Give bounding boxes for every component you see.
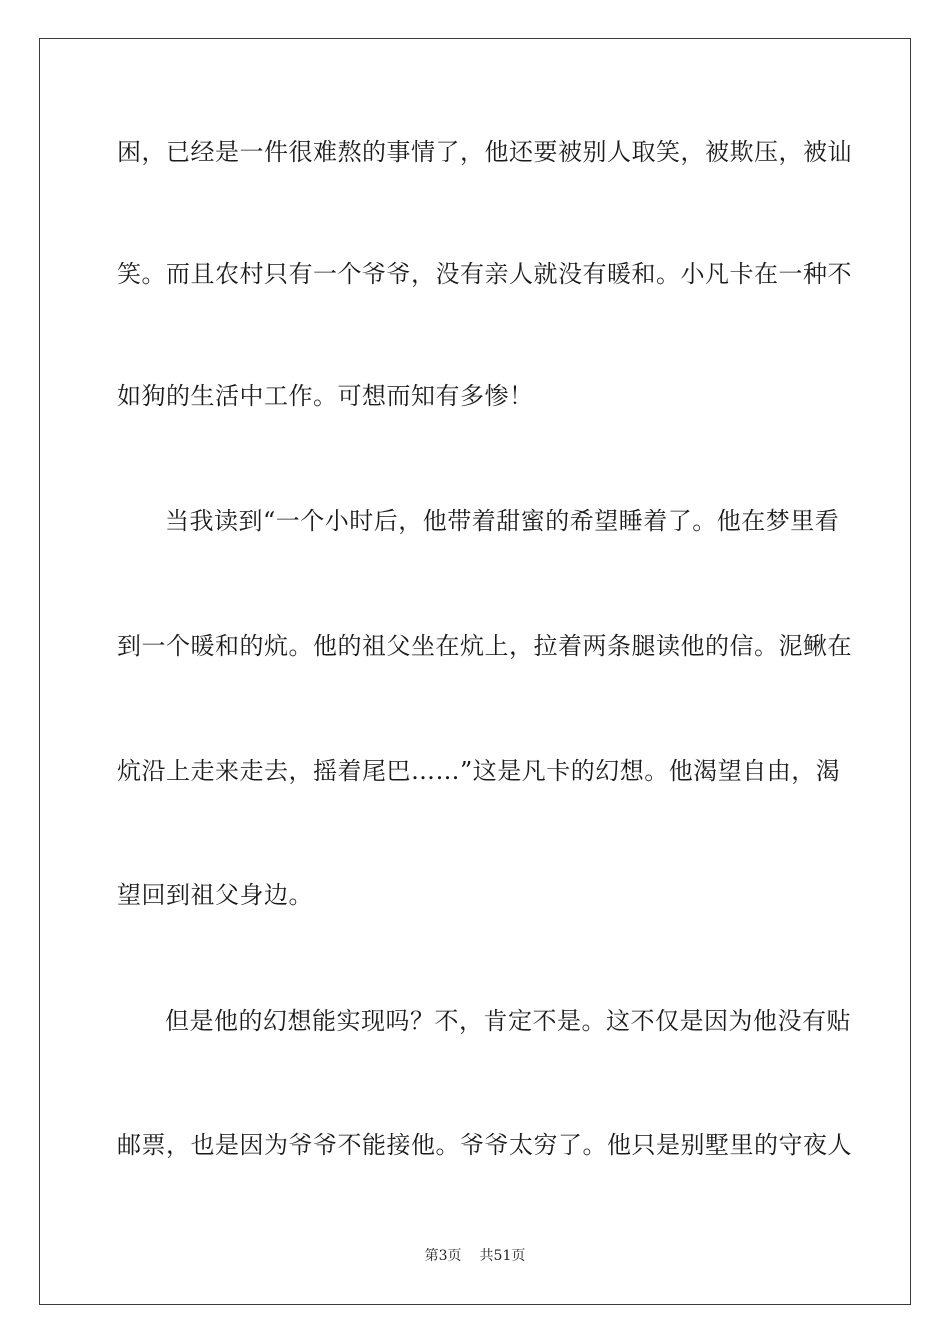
page-border	[39, 38, 911, 1305]
paragraph-line: 望回到祖父身边。	[117, 881, 313, 909]
page-number: 第3页	[424, 1248, 462, 1264]
total-pages: 共51页	[479, 1248, 526, 1264]
paragraph-line: 困，已经是一件很难熬的事情了，他还要被别人取笑，被欺压，被讪	[117, 138, 852, 166]
paragraph-line: 笑。而且农村只有一个爷爷，没有亲人就没有暖和。小凡卡在一种不	[117, 260, 852, 288]
paragraph-line: 到一个暖和的炕。他的祖父坐在炕上，拉着两条腿读他的信。泥鳅在	[117, 632, 852, 660]
paragraph-line: 如狗的生活中工作。可想而知有多惨！	[117, 382, 534, 410]
paragraph-line: 当我读到“一个小时后，他带着甜蜜的希望睡着了。他在梦里看	[165, 507, 840, 535]
paragraph-line: 邮票，也是因为爷爷不能接他。爷爷太穷了。他只是别墅里的守夜人	[117, 1131, 852, 1159]
paragraph-line: 但是他的幻想能实现吗？不，肯定不是。这不仅是因为他没有贴	[165, 1007, 851, 1035]
page-footer	[0, 1247, 950, 1265]
paragraph-line: 炕沿上走来走去，摇着尾巴……”这是凡卡的幻想。他渴望自由，渴	[117, 757, 841, 785]
